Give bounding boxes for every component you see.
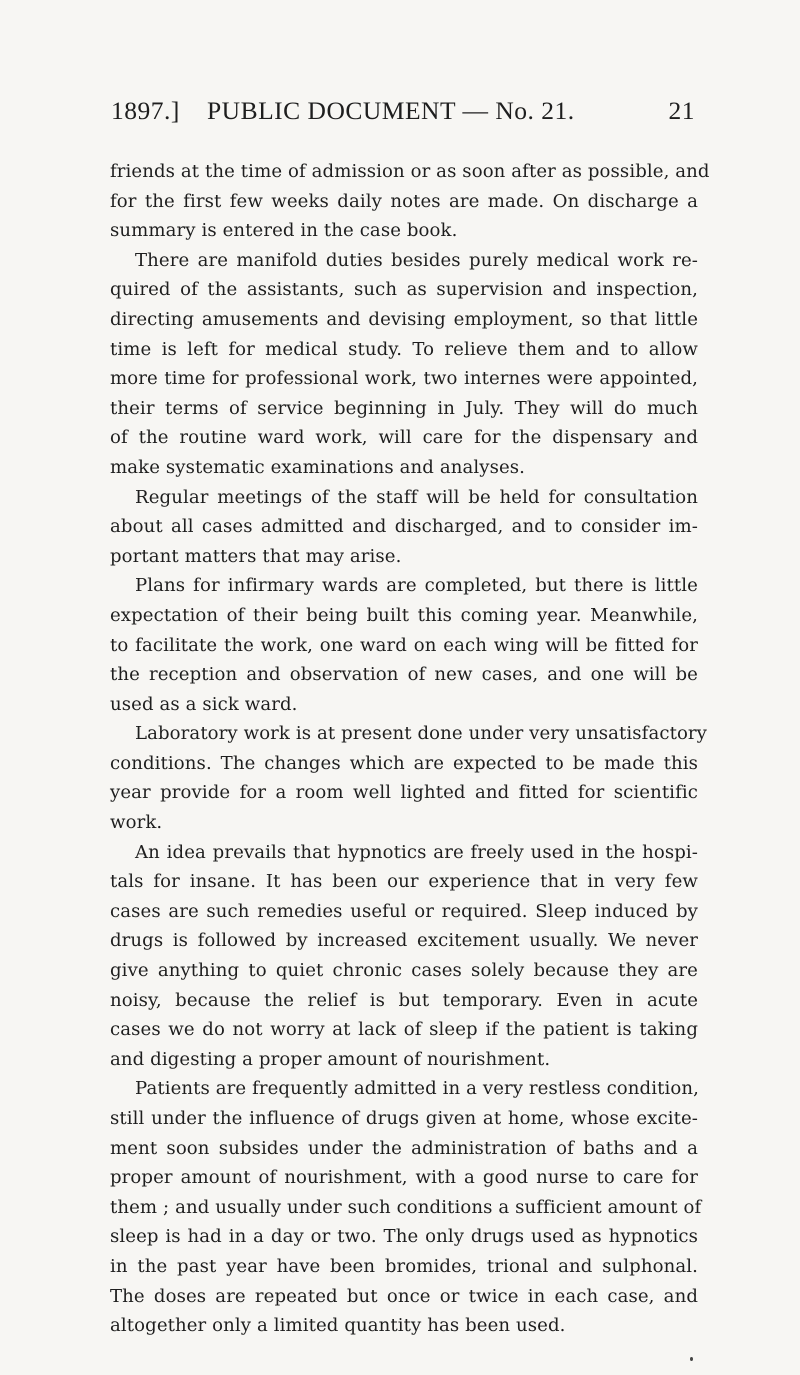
text-line: An idea prevails that hypnotics are freely used in the hospi- xyxy=(135,841,698,863)
text-line: directing amusements and devising employment, so that little xyxy=(110,308,698,330)
text-line: tals for insane. It has been our experience that in very few xyxy=(110,871,698,893)
header-title: PUBLIC DOCUMENT — No. 21. xyxy=(207,96,575,125)
text-line: friends at the time of admission or as soon after as possible, and xyxy=(110,161,710,182)
text-line: work. xyxy=(110,812,163,834)
text-line: their terms of service beginning in July. They will do much xyxy=(110,397,698,419)
text-line: conditions. The changes which are expected to be made this xyxy=(110,752,698,774)
text-line: in the past year have been bromides, trional and sulphonal. xyxy=(110,1255,698,1277)
text-line: Laboratory work is at present done under very unsatisfactory xyxy=(135,723,708,745)
text-line: more time for professional work, two internes were appointed, xyxy=(110,368,698,390)
text-line: about all cases admitted and discharged, and to consider im- xyxy=(110,516,698,538)
text-line: cases are such remedies useful or required. Sleep induced by xyxy=(110,900,698,922)
text-line: Patients are frequently admitted in a very restless condition, xyxy=(135,1078,699,1100)
body-text xyxy=(110,157,710,1341)
text-line: them ; and usually under such conditions a sufficient amount of xyxy=(110,1196,702,1218)
page-number: 21 xyxy=(668,96,695,125)
text-line: still under the influence of drugs given at home, whose excite- xyxy=(110,1108,698,1129)
text-line: quired of the assistants, such as supervision and inspection, xyxy=(110,279,698,301)
text-line: time is left for medical study. To relieve them and to allow xyxy=(110,338,698,360)
text-line: for the first few weeks daily notes are made. On discharge a xyxy=(110,190,698,212)
text-line: the reception and observation of new cases, and one will be xyxy=(110,664,698,686)
text-line: to facilitate the work, one ward on each wing will be fitted for xyxy=(110,634,698,656)
text-line: drugs is followed by increased excitement usually. We never xyxy=(110,930,698,952)
text-line: proper amount of nourishment, with a good nurse to care for xyxy=(110,1167,698,1189)
text-line: There are manifold duties besides purely medical work re- xyxy=(135,249,698,271)
text-line: The doses are repeated but once or twice in each case, and xyxy=(110,1285,698,1307)
text-line: used as a sick ward. xyxy=(110,693,298,715)
text-line: Regular meetings of the staff will be held for consultation xyxy=(135,486,698,508)
text-line: expectation of their being built this coming year. Meanwhile, xyxy=(110,604,698,626)
running-header xyxy=(111,96,695,136)
text-line: portant matters that may arise. xyxy=(110,545,402,567)
text-line: of the routine ward work, will care for the dispensary and xyxy=(110,427,698,449)
ink-speck xyxy=(690,1357,693,1361)
text-line: summary is entered in the case book. xyxy=(110,220,458,242)
header-year: 1897.] xyxy=(111,96,180,125)
text-line: noisy, because the relief is but temporary. Even in acute xyxy=(110,989,698,1011)
text-line: Plans for infirmary wards are completed, but there is little xyxy=(135,575,698,597)
text-line: and digesting a proper amount of nourishment. xyxy=(110,1048,551,1070)
text-line: year provide for a room well lighted and fitted for scientific xyxy=(110,782,698,804)
text-line: sleep is had in a day or two. The only drugs used as hypnotics xyxy=(110,1226,698,1248)
text-line: give anything to quiet chronic cases solely because they are xyxy=(110,960,698,982)
text-line: ment soon subsides under the administration of baths and a xyxy=(110,1137,698,1159)
text-line: altogether only a limited quantity has been used. xyxy=(110,1315,566,1337)
text-line: cases we do not worry at lack of sleep if the patient is taking xyxy=(110,1019,698,1041)
text-line: make systematic examinations and analyses. xyxy=(110,456,525,478)
